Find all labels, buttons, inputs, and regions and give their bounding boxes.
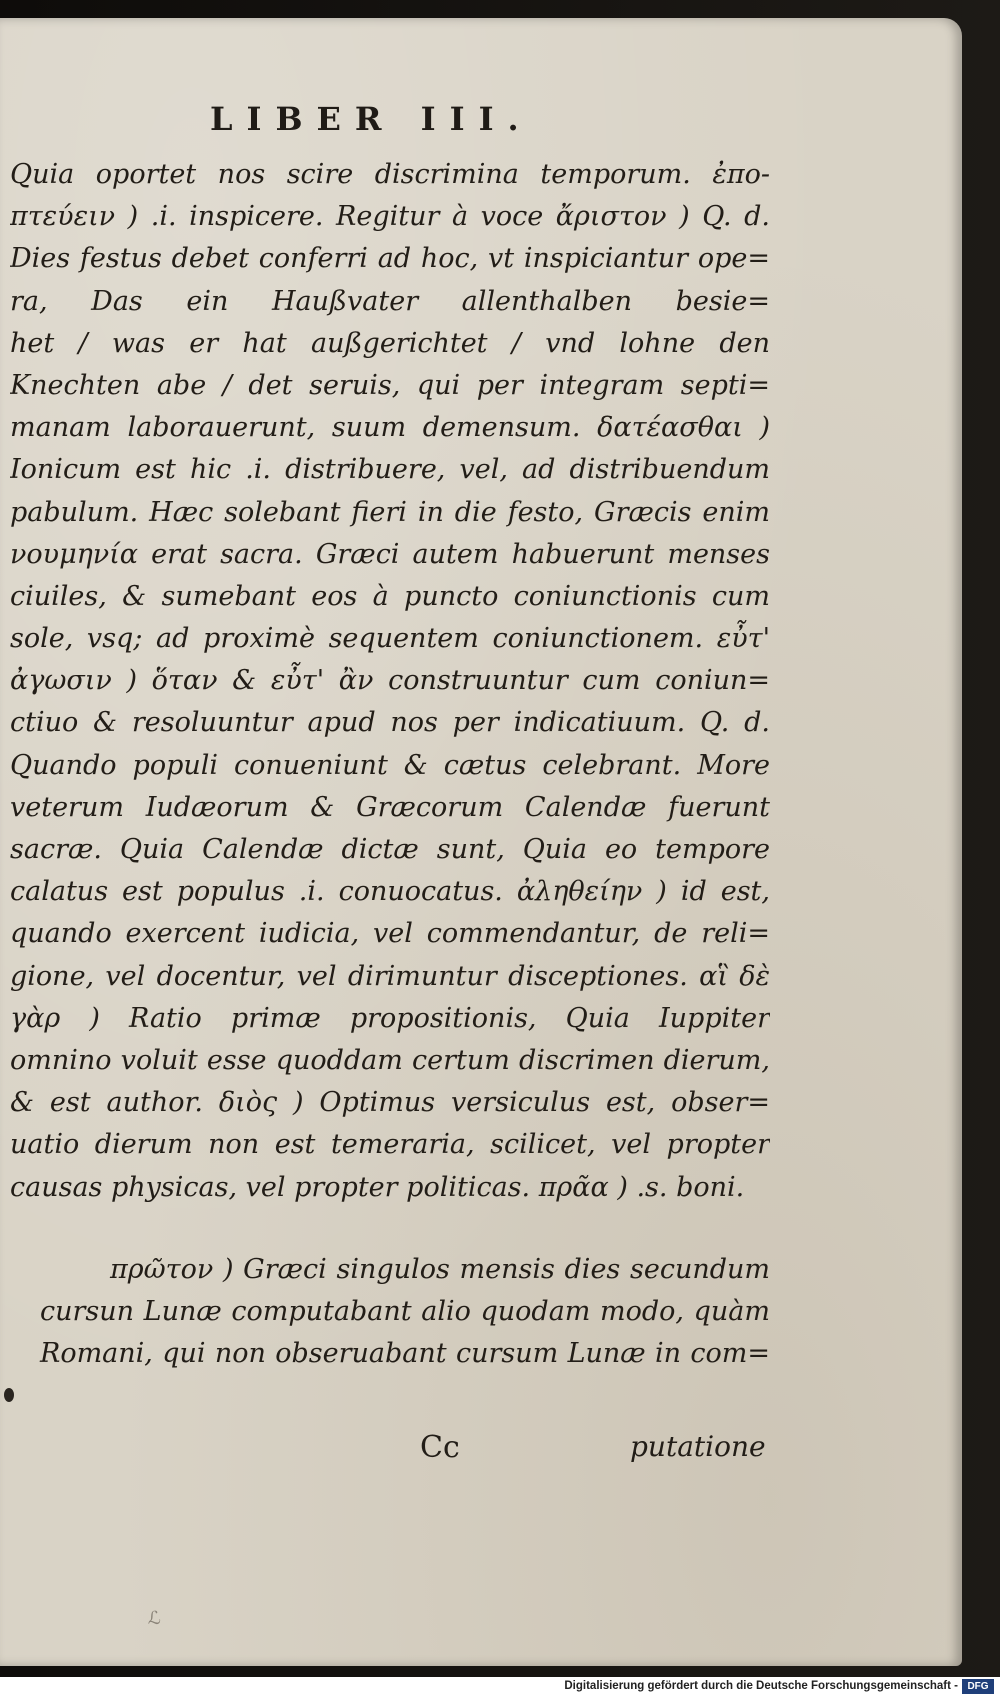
text-line: pabulum. Hæc solebant fieri in die festo, Græcis enim: [10, 496, 770, 528]
text-line: omnino voluit esse quoddam certum discrimen dierum,: [10, 1044, 770, 1076]
paragraph-1: [10, 154, 770, 1209]
text-line: gione, vel docentur, vel dirimuntur disceptiones. αἳ δὲ: [10, 960, 770, 992]
text-line: πτεύειν ) .i. inspicere. Regitur à voce ἄριστον ) Q. d.: [10, 201, 770, 233]
credit-text: Digitalisierung gefördert durch die Deutsche Forschungsgemeinschaft -: [564, 1680, 958, 1692]
text-line: manam laborauerunt, suum demensum. δατέασθαι ): [10, 412, 770, 444]
catchword: putatione: [630, 1430, 766, 1463]
text-line: γὰρ ) Ratio primæ propositionis, Quia Iuppiter: [10, 1002, 770, 1034]
text-line: causas physicas, vel propter politicas. πρᾶα ) .s. boni.: [10, 1171, 745, 1203]
signature-mark: Cc: [420, 1430, 460, 1465]
text-line: Quia oportet nos scire discrimina temporum. ἐπο-: [10, 159, 770, 190]
text-line: veterum Iudæorum & Græcorum Calendæ fuerunt: [10, 791, 770, 823]
text-line: & est author. διὸς ) Optimus versiculus est, obser=: [10, 1087, 770, 1119]
text-line: ra, Das ein Haußvater allenthalben besie=: [10, 285, 770, 317]
text-line: uatio dierum non est temeraria, scilicet, vel propter: [10, 1129, 770, 1161]
text-line: calatus est populus .i. conuocatus. ἀληθείην ) id est,: [10, 876, 770, 908]
text-line: ἀγωσιν ) ὅταν & εὖτ' ἂν construuntur cum coniun=: [10, 665, 770, 697]
text-line: Quando populi conueniunt & cætus celebrant. More: [10, 749, 770, 781]
digitization-credit-bar: [0, 1677, 1000, 1697]
paragraph-gap: [10, 1209, 770, 1249]
text-line: Ionicum est hic .i. distribuere, vel, ad distribuendum: [10, 454, 770, 486]
running-head: LIBER III.: [210, 100, 533, 138]
text-line: Romani, qui non obseruabant cursum Lunæ in com=: [40, 1338, 770, 1370]
paragraph-2: [10, 1249, 770, 1376]
text-line: Dies festus debet conferri ad hoc, vt inspiciantur ope=: [10, 243, 770, 275]
text-line: Knechten abe / det seruis, qui per integram septi=: [10, 369, 770, 401]
text-line: νουμηνία erat sacra. Græci autem habuerunt menses: [10, 538, 770, 570]
text-line: ctiuo & resoluuntur apud nos per indicatiuum. Q. d.: [10, 707, 770, 739]
book-page: [0, 18, 962, 1666]
text-line: ciuiles, & sumebant eos à puncto coniunctionis cum: [10, 580, 770, 612]
text-line: sole, vsq; ad proximè sequentem coniunctionem. εὖτ': [10, 623, 770, 655]
text-line: het / was er hat außgerichtet / vnd lohne den: [10, 327, 770, 359]
pencil-mark: ℒ: [148, 1608, 161, 1629]
text-line: πρῶτον ) Græci singulos mensis dies secundum: [110, 1253, 770, 1285]
text-line: sacræ. Quia Calendæ dictæ sunt, Quia eo tempore: [10, 834, 770, 865]
dfg-logo-icon: DFG: [962, 1679, 994, 1694]
text-line: quando exercent iudicia, vel commendantur, de reli=: [10, 918, 770, 950]
margin-ink-dot: [4, 1388, 14, 1402]
body-text: [10, 154, 770, 1375]
text-line: cursun Lunæ computabant alio quodam modo, quàm: [40, 1295, 770, 1327]
